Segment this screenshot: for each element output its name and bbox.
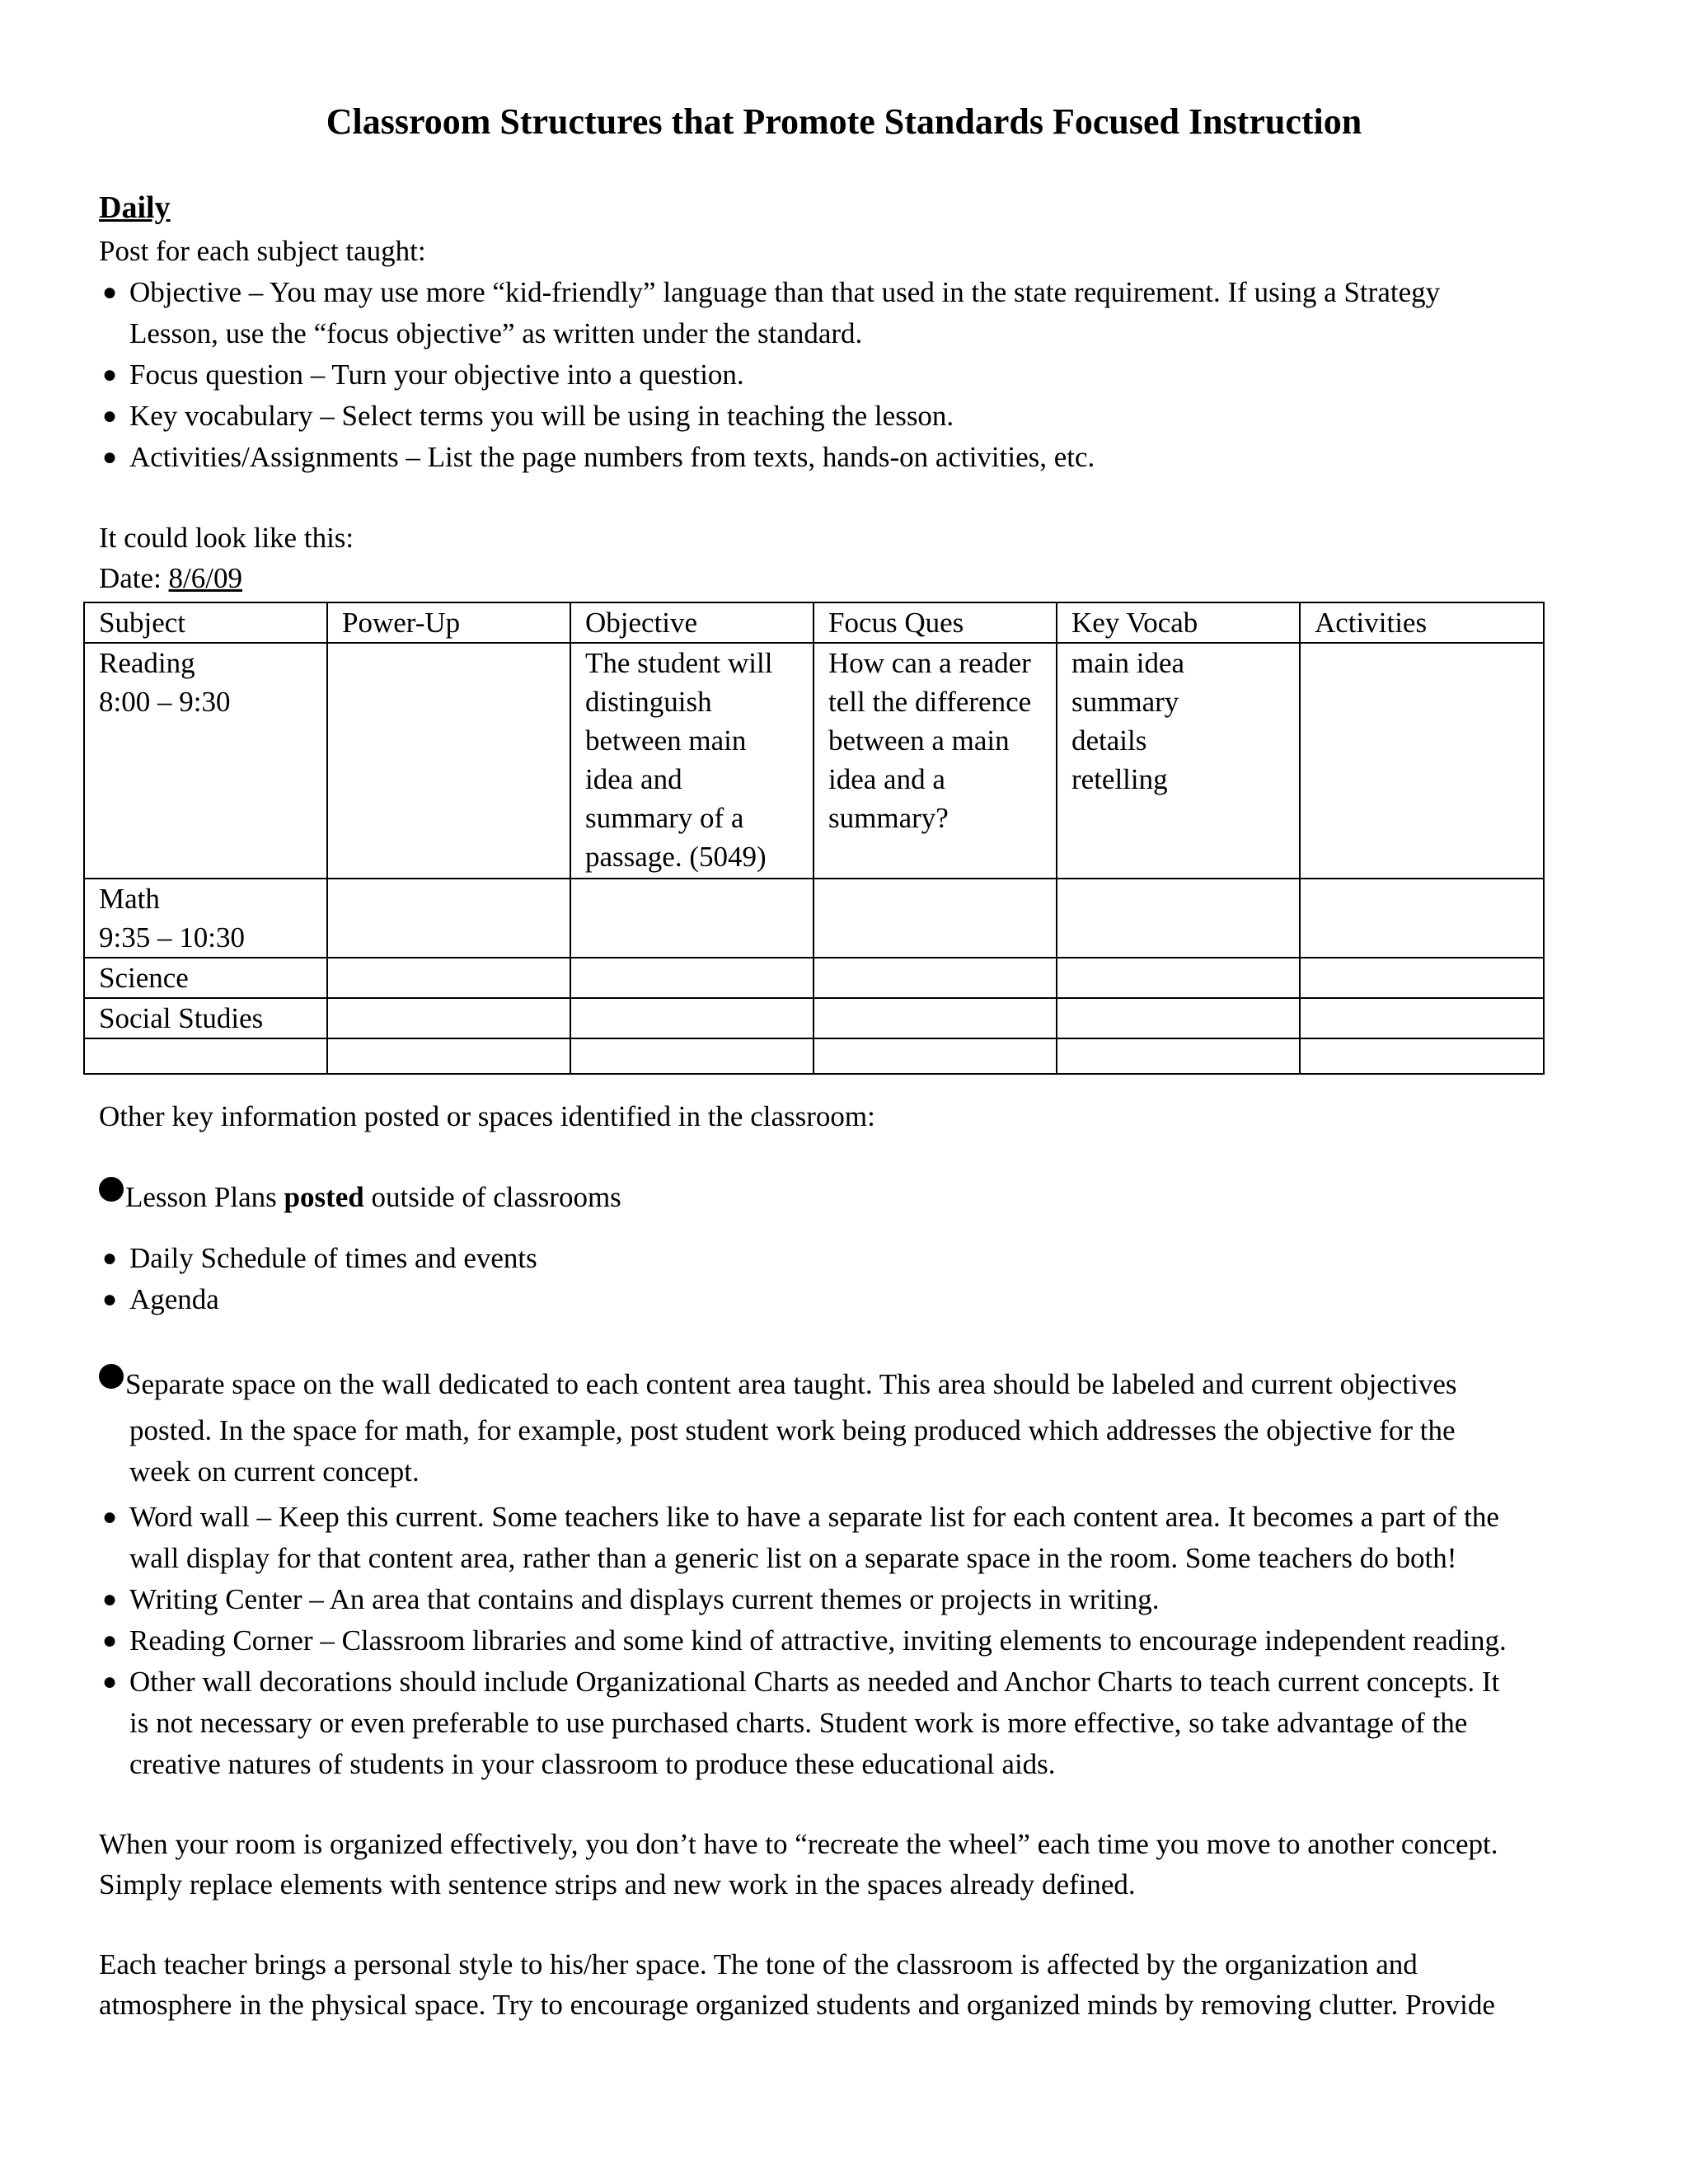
bullet-icon: ● [102,1503,118,1530]
list-item-text: Key vocabulary – Select terms you will be using in teaching the lesson. [129,400,954,432]
cell-text: How can a reader [828,647,1031,679]
bullet-icon: ● [102,1286,118,1313]
table-cell [814,998,1057,1038]
daily-bullet-list [99,272,1582,478]
table-cell [1300,879,1544,958]
table-cell [570,998,814,1038]
table-header-row [84,602,1544,643]
cell-text: idea and [585,763,682,795]
cell-text: The student will [585,647,773,679]
table-cell [84,1038,327,1074]
list-item [99,1238,1582,1279]
closing-paragraph-1-line-1: When your room is organized effectively, you don’t have to “recreate the wheel” each time you move to another concept. [99,1828,1498,1860]
item-text: Lesson Plans [125,1181,284,1213]
table-cell-activities [1300,643,1544,879]
bullet-icon: ● [102,402,118,429]
column-header: Focus Ques [814,602,1057,643]
bullet-icon: ● [102,443,118,471]
table-row [84,958,1544,998]
date-label: Date: [99,562,169,594]
bullet-icon: ● [102,1627,118,1654]
cell-text: retelling [1071,763,1168,795]
cell-text: summary? [828,802,949,834]
closing-paragraph-2-line-2: atmosphere in the physical space. Try to encourage organized students and organized minds by removing clutter. Provide [99,1989,1495,2021]
bullet-icon: ● [102,1586,118,1613]
table-row [84,1038,1544,1074]
table-cell [1057,879,1300,958]
table-cell [1300,998,1544,1038]
item-text: Separate space on the wall dedicated to each content area taught. This area should be labeled and current objectives [125,1368,1457,1400]
cell-text: main idea [1071,647,1185,679]
table-row [84,643,1544,879]
item-text: posted. In the space for math, for example, post student work being produced which addresses the objective for the [129,1414,1456,1446]
table-cell-subject: Social Studies [84,998,327,1038]
table-cell [327,998,570,1038]
cell-text: details [1071,724,1147,757]
large-bullet-icon [99,1364,124,1389]
list-item-text: is not necessary or even preferable to use purchased charts. Student work is more effective, so take advantage of the [129,1707,1468,1739]
table-cell [327,879,570,958]
table-cell [570,1038,814,1074]
list-item [99,396,1582,437]
cell-text: distinguish [585,686,712,718]
table-cell [1057,958,1300,998]
list-item [99,1497,1582,1579]
bullet-icon: ● [102,361,118,388]
table-row [84,879,1544,958]
column-header: Key Vocab [1057,602,1300,643]
schedule-table [83,602,1545,1075]
table-cell [570,958,814,998]
cell-text: Reading [99,647,195,679]
cell-text: 9:35 – 10:30 [99,921,245,954]
example-date [99,558,242,599]
list-item [99,1620,1582,1661]
item-text-bold: posted [284,1181,364,1213]
table-cell-vocab [1057,643,1300,879]
large-bullet-icon [99,1177,124,1202]
table-cell-subject [84,643,327,879]
list-item-text: Objective – You may use more “kid-friendly” language than that used in the state requirement. If using a Strategy [129,276,1441,308]
column-header: Power-Up [327,602,570,643]
cell-text: between main [585,724,747,757]
item-text: week on current concept. [129,1455,420,1488]
column-header: Objective [570,602,814,643]
cell-text: Math [99,883,160,915]
date-value: 8/6/09 [168,562,242,594]
schedule-bullet-list [99,1238,1582,1320]
separate-space-item [99,1364,1582,1493]
table-row [84,998,1544,1038]
list-item [99,1279,1582,1320]
table-cell [570,879,814,958]
list-item-text: Writing Center – An area that contains and displays current themes or projects in writing. [129,1583,1160,1615]
cell-text: tell the difference [828,686,1032,718]
closing-paragraph-1-line-2: Simply replace elements with sentence strips and new work in the spaces already defined. [99,1868,1136,1900]
table-cell [327,958,570,998]
list-item-text: Focus question – Turn your objective into a question. [129,359,744,391]
column-header: Activities [1300,602,1544,643]
daily-intro: Post for each subject taught: [99,235,426,267]
list-item [99,1661,1582,1785]
list-item-text: Lesson, use the “focus objective” as written under the standard. [129,317,863,349]
wall-bullet-list [99,1497,1582,1785]
page-title: Classroom Structures that Promote Standards Focused Instruction [326,101,1362,142]
cell-text: summary of a [585,802,744,834]
cell-text: passage. (5049) [585,841,767,873]
table-cell [327,1038,570,1074]
list-item-text: creative natures of students in your classroom to produce these educational aids. [129,1748,1056,1780]
bullet-icon: ● [102,279,118,306]
bullet-icon: ● [102,1244,118,1272]
item-text: outside of classrooms [363,1181,621,1213]
table-cell [814,879,1057,958]
list-item-text: Reading Corner – Classroom libraries and some kind of attractive, inviting elements to encourage independent reading. [129,1624,1507,1657]
closing-paragraph-2-line-1: Each teacher brings a personal style to his/her space. The tone of the classroom is affected by the organization and [99,1948,1418,1980]
other-intro: Other key information posted or spaces identified in the classroom: [99,1100,875,1132]
table-cell [814,958,1057,998]
list-item [99,1579,1582,1620]
list-item [99,437,1582,478]
table-cell-subject [84,879,327,958]
list-item-text: Daily Schedule of times and events [129,1242,537,1274]
cell-text: 8:00 – 9:30 [99,686,231,718]
list-item-text: Other wall decorations should include Organizational Charts as needed and Anchor Charts to teach current concepts. It [129,1666,1500,1698]
list-item [99,354,1582,396]
list-item-text: Agenda [129,1283,219,1315]
table-cell-objective [570,643,814,879]
table-cell [1300,958,1544,998]
lesson-plans-item [99,1177,1582,1218]
section-heading-daily: Daily [99,190,171,225]
table-cell [814,1038,1057,1074]
column-header: Subject [84,602,327,643]
table-cell [1057,1038,1300,1074]
list-item-text: Activities/Assignments – List the page numbers from texts, hands-on activities, etc. [129,441,1095,473]
table-cell-powerup [327,643,570,879]
table-cell [1057,998,1300,1038]
cell-text: idea and a [828,763,945,795]
list-item-text: Word wall – Keep this current. Some teachers like to have a separate list for each content area. It becomes a part of the [129,1501,1499,1533]
list-item [99,272,1582,354]
table-cell-focus [814,643,1057,879]
example-intro: It could look like this: [99,522,354,554]
list-item-text: wall display for that content area, rather than a generic list on a separate space in the room. Some teachers do both! [129,1542,1457,1574]
table-cell [1300,1038,1544,1074]
cell-text: summary [1071,686,1179,718]
bullet-icon: ● [102,1668,118,1695]
table-cell-subject: Science [84,958,327,998]
cell-text: between a main [828,724,1010,757]
